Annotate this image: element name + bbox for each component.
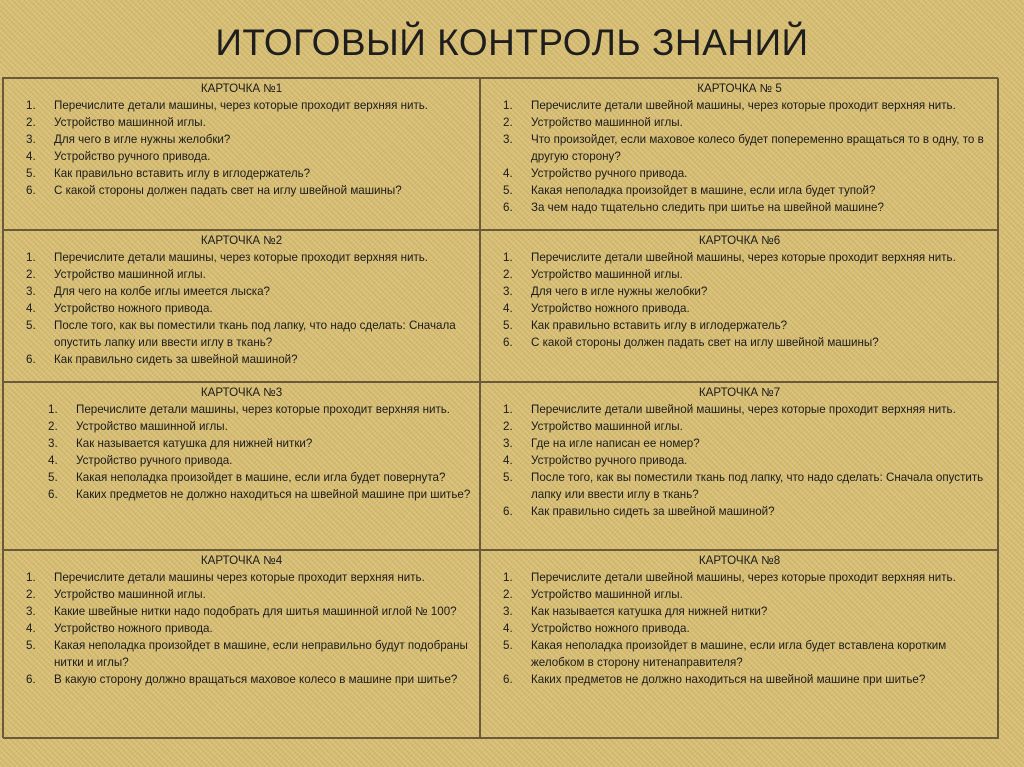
cards-table bbox=[2, 77, 998, 738]
question-item bbox=[8, 266, 475, 283]
question-number: 6. bbox=[503, 201, 513, 214]
question-text: Какие швейные нитки надо подобрать для шитья машинной иглой № 100? bbox=[54, 605, 457, 618]
question-text: Перечислите детали швейной машины, через которые проходит верхняя нить. bbox=[531, 571, 956, 584]
question-number: 2. bbox=[26, 116, 36, 129]
question-list bbox=[8, 249, 475, 368]
question-text: Устройство машинной иглы. bbox=[54, 116, 206, 129]
question-number: 4. bbox=[26, 150, 36, 163]
question-number: 4. bbox=[26, 622, 36, 635]
card-title: КАРТОЧКА №8 bbox=[698, 554, 781, 567]
question-number: 2. bbox=[503, 268, 513, 281]
question-number: 1. bbox=[503, 251, 513, 264]
question-number: 6. bbox=[503, 336, 513, 349]
question-item bbox=[8, 637, 475, 671]
question-number: 3. bbox=[503, 285, 513, 298]
question-number: 1. bbox=[26, 251, 36, 264]
question-text: Устройство машинной иглы. bbox=[531, 588, 683, 601]
question-text: С какой стороны должен падать свет на иглу швейной машины? bbox=[531, 336, 879, 349]
question-text: Как правильно сидеть за швейной машиной? bbox=[54, 353, 298, 366]
question-list bbox=[8, 401, 475, 503]
question-text: Устройство ручного привода. bbox=[531, 167, 688, 180]
question-number: 5. bbox=[26, 639, 36, 652]
question-number: 2. bbox=[26, 588, 36, 601]
card-title: КАРТОЧКА №3 bbox=[200, 386, 283, 399]
question-item bbox=[8, 300, 475, 317]
question-text: Устройство машинной иглы. bbox=[531, 268, 683, 281]
question-text: Устройство машинной иглы. bbox=[531, 420, 683, 433]
question-number: 4. bbox=[503, 167, 513, 180]
question-item bbox=[8, 603, 475, 620]
question-number: 6. bbox=[26, 673, 36, 686]
question-text: Какая неполадка произойдет в машине, если игла будет повернута? bbox=[76, 471, 446, 484]
question-number: 6. bbox=[503, 673, 513, 686]
question-number: 3. bbox=[26, 605, 36, 618]
question-text: Перечислите детали машины через которые проходит верхняя нить. bbox=[54, 571, 425, 584]
question-text: Перечислите детали швейной машины, через которые проходит верхняя нить. bbox=[531, 251, 956, 264]
question-number: 2. bbox=[48, 420, 58, 433]
question-item bbox=[485, 97, 994, 114]
question-item bbox=[485, 249, 994, 266]
question-item bbox=[485, 452, 994, 469]
question-item bbox=[8, 486, 475, 503]
question-text: Каких предметов не должно находиться на швейной машине при шитье? bbox=[531, 673, 926, 686]
question-number: 6. bbox=[503, 505, 513, 518]
question-item bbox=[8, 435, 475, 452]
question-number: 3. bbox=[503, 133, 513, 146]
question-number: 6. bbox=[48, 488, 58, 501]
question-text: Устройство машинной иглы. bbox=[531, 116, 683, 129]
question-item bbox=[485, 469, 994, 503]
question-item bbox=[485, 283, 994, 300]
question-list bbox=[485, 401, 994, 520]
question-list bbox=[8, 569, 475, 688]
question-item bbox=[8, 283, 475, 300]
question-text: Как называется катушка для нижней нитки? bbox=[531, 605, 768, 618]
question-number: 2. bbox=[26, 268, 36, 281]
question-number: 5. bbox=[503, 184, 513, 197]
question-text: Каких предметов не должно находиться на швейной машине при шитье? bbox=[76, 488, 471, 501]
card-title: КАРТОЧКА №7 bbox=[698, 386, 781, 399]
question-item bbox=[8, 586, 475, 603]
question-text: Какая неполадка произойдет в машине, если игла будет тупой? bbox=[531, 184, 876, 197]
card-title: КАРТОЧКА №6 bbox=[698, 234, 781, 247]
question-text: Устройство ручного привода. bbox=[531, 454, 688, 467]
question-item bbox=[485, 435, 994, 452]
question-item bbox=[485, 317, 994, 334]
question-item bbox=[8, 165, 475, 182]
question-text: Как правильно сидеть за швейной машиной? bbox=[531, 505, 775, 518]
question-text: Для чего на колбе иглы имеется лыска? bbox=[54, 285, 270, 298]
question-text: В какую сторону должно вращаться маховое колесо в машине при шитье? bbox=[54, 673, 458, 686]
question-text: Перечислите детали швейной машины, через которые проходит верхняя нить. bbox=[531, 403, 956, 416]
question-list bbox=[485, 249, 994, 351]
question-item bbox=[8, 351, 475, 368]
question-text: Какая неполадка произойдет в машине, если неправильно будут подобраны нитки и иглы? bbox=[54, 639, 468, 669]
question-number: 4. bbox=[503, 302, 513, 315]
question-number: 1. bbox=[503, 403, 513, 416]
question-item bbox=[485, 603, 994, 620]
question-item bbox=[8, 418, 475, 435]
question-item bbox=[8, 469, 475, 486]
question-item bbox=[8, 182, 475, 199]
question-text: После того, как вы поместили ткань под лапку, что надо сделать: Сначала опустить лапку или ввести иглу в ткань? bbox=[54, 319, 456, 349]
question-item bbox=[8, 569, 475, 586]
question-list bbox=[8, 97, 475, 199]
question-text: Устройство ножного привода. bbox=[54, 302, 213, 315]
question-number: 4. bbox=[48, 454, 58, 467]
question-item bbox=[485, 199, 994, 216]
question-number: 3. bbox=[48, 437, 58, 450]
question-number: 2. bbox=[503, 420, 513, 433]
question-text: Как правильно вставить иглу в иглодержатель? bbox=[54, 167, 311, 180]
question-number: 6. bbox=[26, 353, 36, 366]
card-2 bbox=[3, 230, 480, 382]
question-item bbox=[8, 249, 475, 266]
question-text: Перечислите детали швейной машины, через которые проходит верхняя нить. bbox=[531, 99, 956, 112]
question-item bbox=[8, 114, 475, 131]
question-text: Устройство машинной иглы. bbox=[54, 268, 206, 281]
question-list bbox=[485, 97, 994, 216]
card-title: КАРТОЧКА №4 bbox=[200, 554, 283, 567]
question-text: С какой стороны должен падать свет на иглу швейной машины? bbox=[54, 184, 402, 197]
question-item bbox=[8, 620, 475, 637]
question-text: Устройство машинной иглы. bbox=[76, 420, 228, 433]
question-item bbox=[485, 418, 994, 435]
question-text: Как правильно вставить иглу в иглодержатель? bbox=[531, 319, 788, 332]
question-number: 5. bbox=[503, 471, 513, 484]
card-1 bbox=[3, 78, 480, 230]
question-item bbox=[8, 317, 475, 351]
question-item bbox=[8, 671, 475, 688]
question-item bbox=[485, 131, 994, 165]
question-item bbox=[485, 586, 994, 603]
question-text: Устройство машинной иглы. bbox=[54, 588, 206, 601]
question-number: 1. bbox=[503, 571, 513, 584]
card-5 bbox=[480, 78, 999, 230]
question-item bbox=[8, 131, 475, 148]
card-6 bbox=[480, 230, 999, 382]
question-number: 6. bbox=[26, 184, 36, 197]
question-text: Устройство ножного привода. bbox=[531, 302, 690, 315]
question-text: Как называется катушка для нижней нитки? bbox=[76, 437, 313, 450]
question-item bbox=[8, 452, 475, 469]
question-text: Перечислите детали машины, через которые проходит верхняя нить. bbox=[76, 403, 451, 416]
card-title: КАРТОЧКА №1 bbox=[200, 82, 283, 95]
card-4 bbox=[3, 550, 480, 739]
question-number: 4. bbox=[503, 622, 513, 635]
question-number: 5. bbox=[48, 471, 58, 484]
question-number: 5. bbox=[26, 167, 36, 180]
question-number: 4. bbox=[503, 454, 513, 467]
question-text: После того, как вы поместили ткань под лапку, что надо сделать: Сначала опустить лапку или ввести иглу в ткань? bbox=[531, 471, 984, 501]
question-text: Для чего в игле нужны желобки? bbox=[54, 133, 231, 146]
question-item bbox=[485, 401, 994, 418]
question-number: 3. bbox=[503, 605, 513, 618]
card-8 bbox=[480, 550, 999, 739]
question-item bbox=[485, 266, 994, 283]
question-list bbox=[485, 569, 994, 688]
question-item bbox=[485, 334, 994, 351]
question-item bbox=[485, 620, 994, 637]
question-item bbox=[485, 503, 994, 520]
question-number: 3. bbox=[26, 285, 36, 298]
question-item bbox=[485, 165, 994, 182]
question-item bbox=[8, 97, 475, 114]
question-item bbox=[8, 401, 475, 418]
question-text: Перечислите детали машины, через которые проходит верхняя нить. bbox=[54, 251, 429, 264]
question-item bbox=[8, 148, 475, 165]
question-number: 3. bbox=[26, 133, 36, 146]
question-number: 2. bbox=[503, 588, 513, 601]
question-item bbox=[485, 671, 994, 688]
question-number: 5. bbox=[503, 319, 513, 332]
card-title: КАРТОЧКА №2 bbox=[200, 234, 283, 247]
question-number: 5. bbox=[26, 319, 36, 332]
question-text: Перечислите детали машины, через которые проходит верхняя нить. bbox=[54, 99, 429, 112]
question-text: Для чего в игле нужны желобки? bbox=[531, 285, 708, 298]
question-number: 2. bbox=[503, 116, 513, 129]
question-item bbox=[485, 300, 994, 317]
card-title: КАРТОЧКА № 5 bbox=[697, 82, 782, 95]
question-text: Устройство ножного привода. bbox=[531, 622, 690, 635]
question-number: 1. bbox=[26, 99, 36, 112]
question-number: 3. bbox=[503, 437, 513, 450]
question-number: 1. bbox=[48, 403, 58, 416]
question-number: 4. bbox=[26, 302, 36, 315]
question-text: Где на игле написан ее номер? bbox=[531, 437, 700, 450]
card-7 bbox=[480, 382, 999, 550]
question-item bbox=[485, 569, 994, 586]
question-text: За чем надо тщательно следить при шитье на швейной машине? bbox=[531, 201, 884, 214]
question-number: 5. bbox=[503, 639, 513, 652]
question-text: Устройство ножного привода. bbox=[54, 622, 213, 635]
question-item bbox=[485, 637, 994, 671]
question-text: Устройство ручного привода. bbox=[76, 454, 233, 467]
question-item bbox=[485, 114, 994, 131]
question-number: 1. bbox=[503, 99, 513, 112]
question-number: 1. bbox=[26, 571, 36, 584]
question-item bbox=[485, 182, 994, 199]
question-text: Какая неполадка произойдет в машине, если игла будет вставлена коротким желобком в сторону нитенаправителя? bbox=[531, 639, 947, 669]
question-text: Устройство ручного привода. bbox=[54, 150, 211, 163]
card-3 bbox=[3, 382, 480, 550]
question-text: Что произойдет, если маховое колесо будет попеременно вращаться то в одну, то в другую сторону? bbox=[531, 133, 984, 163]
page-title: ИТОГОВЫЙ КОНТРОЛЬ ЗНАНИЙ bbox=[215, 22, 809, 63]
